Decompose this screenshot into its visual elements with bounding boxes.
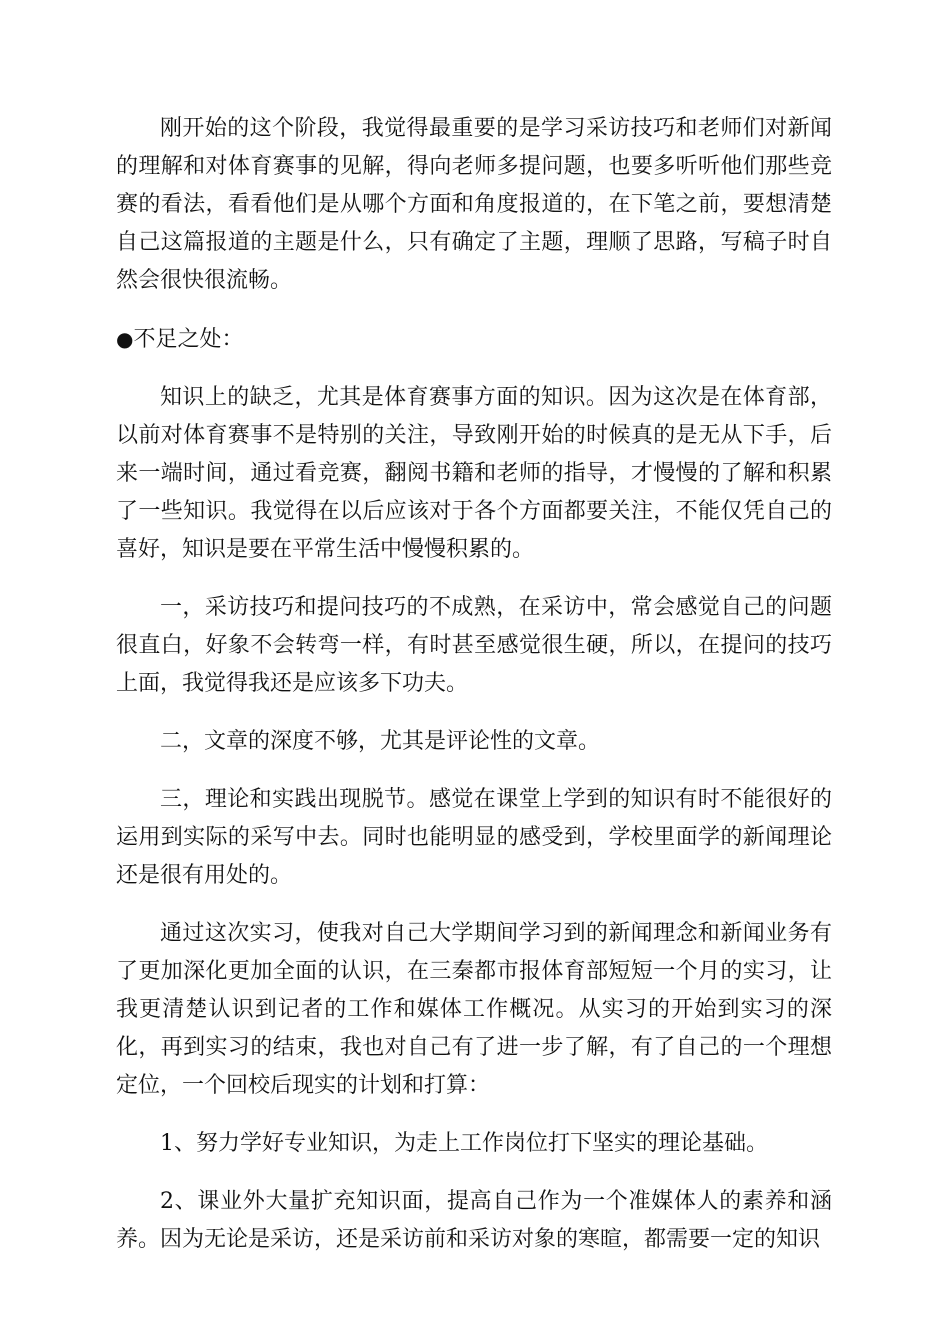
paragraph-knowledge-gap: 知识上的缺乏，尤其是体育赛事方面的知识。因为这次是在体育部，以前对体育赛事不是特别的关注，导致刚开始的时候真的是无从下手，后来一端时间，通过看竞赛，翻阅书籍和老师的指导，才慢慢的了解和积累了一些知识。我觉得在以后应该对于各个方面都要关注，不能仅凭自己的喜好，知识是要在平常生活中慢慢积累的。	[116, 385, 832, 562]
paragraph-plan-one: 1、努力学好专业知识，为走上工作岗位打下坚实的理论基础。	[160, 1131, 768, 1156]
paragraph-point-one: 一，采访技巧和提问技巧的不成熟，在采访中，常会感觉自己的问题很直白，好象不会转弯一样，有时甚至感觉很生硬，所以，在提问的技巧上面，我觉得我还是应该多下功夫。	[116, 595, 832, 696]
paragraph-plan-two: 2、课业外大量扩充知识面，提高自己作为一个准媒体人的素养和涵养。因为无论是采访，还是采访前和采访对象的寒暄，都需要一定的知识	[116, 1189, 832, 1252]
section-heading-shortcomings	[116, 320, 832, 359]
paragraph-point-two: 二，文章的深度不够，尤其是评论性的文章。	[160, 729, 601, 754]
document-page	[116, 110, 832, 1259]
section-heading-text: 不足之处：	[133, 327, 244, 352]
paragraph-stage-intro: 刚开始的这个阶段，我觉得最重要的是学习采访技巧和老师们对新闻的理解和对体育赛事的见解，得向老师多提问题，也要多听听他们那些竞赛的看法，看看他们是从哪个方面和角度报道的，在下笔之前，要想清楚自己这篇报道的主题是什么，只有确定了主题，理顺了思路，写稿子时自然会很快很流畅。	[116, 116, 832, 293]
bullet-icon: ●	[116, 327, 134, 351]
paragraph-internship-summary: 通过这次实习，使我对自己大学期间学习到的新闻理念和新闻业务有了更加深化更加全面的认识，在三秦都市报体育部短短一个月的实习，让我更清楚认识到记者的工作和媒体工作概况。从实习的开始到实习的深化，再到实习的结束，我也对自己有了进一步了解，有了自己的一个理想定位，一个回校后现实的计划和打算：	[116, 921, 832, 1098]
paragraph-point-three: 三，理论和实践出现脱节。感觉在课堂上学到的知识有时不能很好的运用到实际的采写中去。同时也能明显的感受到，学校里面学的新闻理论还是很有用处的。	[116, 787, 832, 888]
